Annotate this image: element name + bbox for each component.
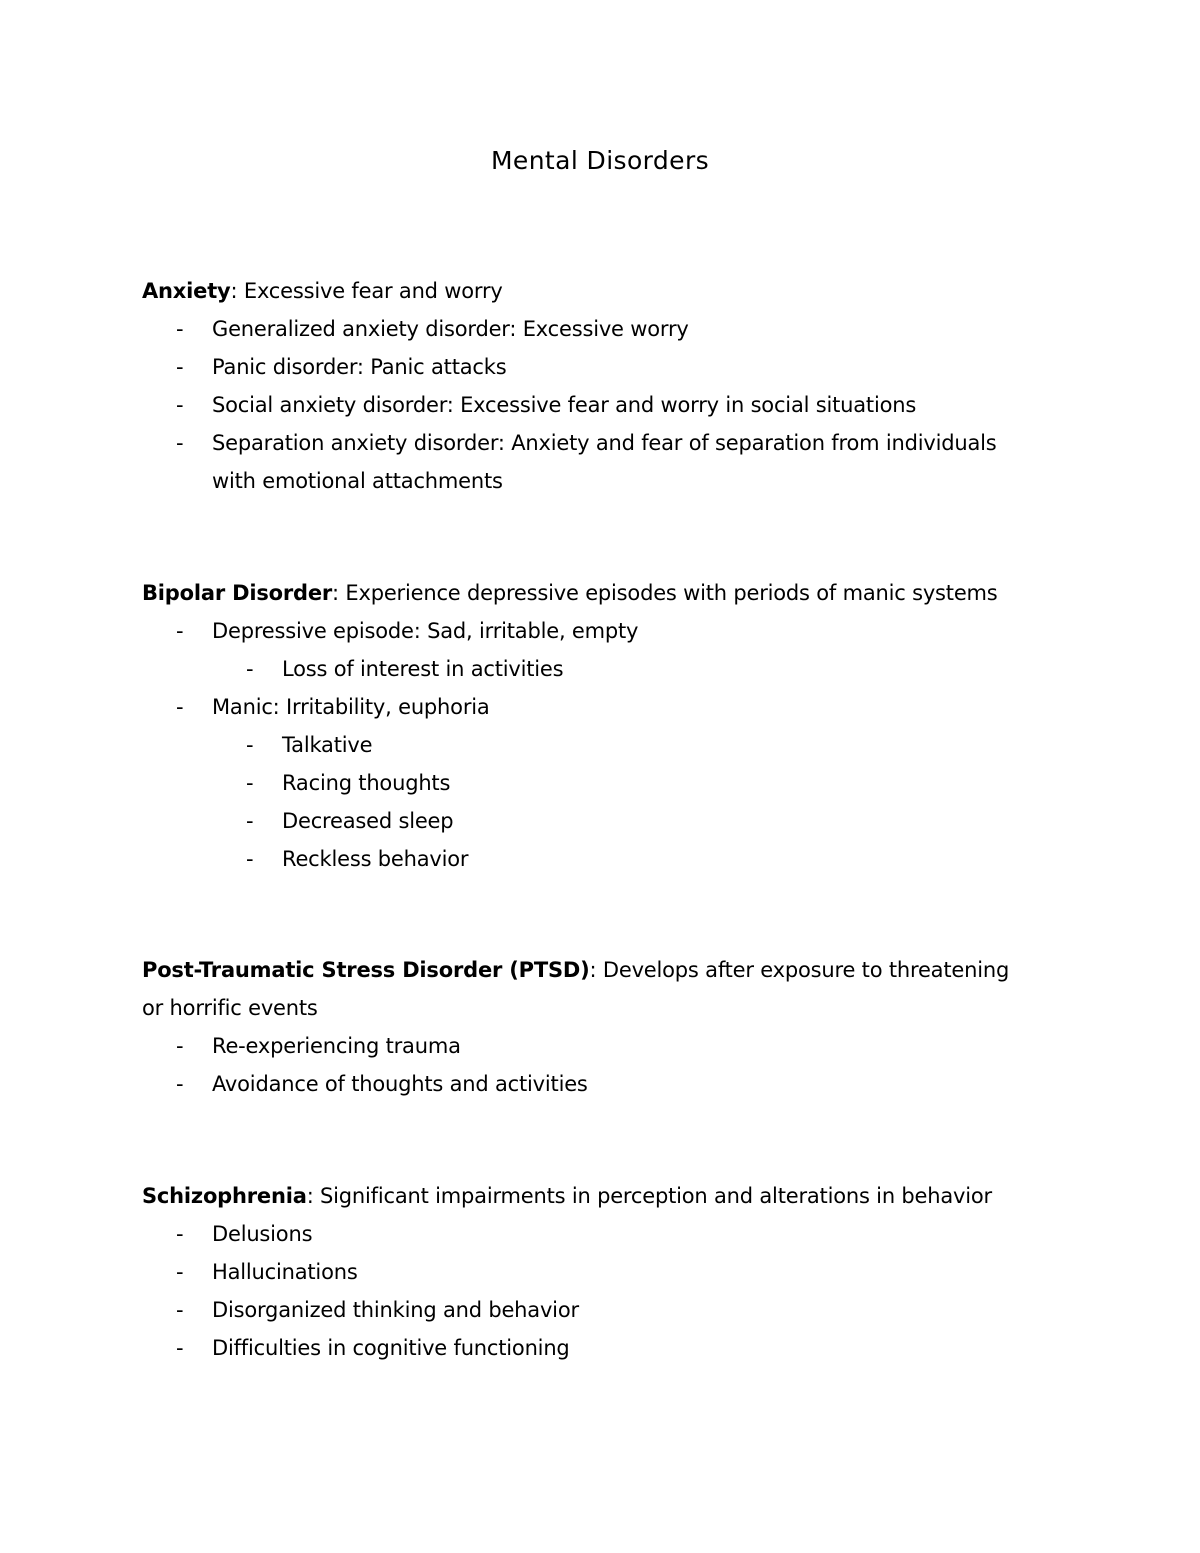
bullet-dash: - bbox=[176, 1260, 184, 1284]
list-item-text: Manic: Irritability, euphoria bbox=[212, 695, 490, 719]
bullet-dash: - bbox=[176, 1034, 184, 1058]
list-item-text: Delusions bbox=[212, 1222, 313, 1246]
section-definition: : Significant impairments in perception and alterations in behavior bbox=[306, 1184, 992, 1208]
section-term: Anxiety bbox=[142, 279, 231, 303]
section-definition-continuation: or horrific events bbox=[142, 996, 318, 1020]
sub-list-item-text: Racing thoughts bbox=[282, 771, 451, 795]
bullet-dash: - bbox=[176, 1222, 184, 1246]
section-ptsd bbox=[142, 951, 1072, 1103]
section-definition: : Develops after exposure to threatening bbox=[589, 958, 1010, 982]
list-item bbox=[142, 688, 1072, 726]
sub-list-item-text: Loss of interest in activities bbox=[282, 657, 564, 681]
list-item bbox=[142, 1065, 1072, 1103]
list-item-text: Hallucinations bbox=[212, 1260, 358, 1284]
list-item bbox=[142, 1253, 1072, 1291]
section-heading bbox=[142, 951, 1072, 989]
list-item bbox=[142, 1329, 1072, 1367]
bullet-dash: - bbox=[246, 847, 254, 871]
section-anxiety bbox=[142, 272, 1072, 500]
sub-list-item bbox=[142, 840, 1072, 878]
sub-list-item-text: Decreased sleep bbox=[282, 809, 454, 833]
section-heading bbox=[142, 574, 1072, 612]
sub-list-item bbox=[142, 650, 1072, 688]
list-item-text: Social anxiety disorder: Excessive fear and worry in social situations bbox=[212, 393, 917, 417]
sub-list-item bbox=[142, 764, 1072, 802]
section-term: Schizophrenia bbox=[142, 1184, 307, 1208]
list-item-text: Separation anxiety disorder: Anxiety and fear of separation from individuals bbox=[212, 431, 997, 455]
bullet-dash: - bbox=[176, 355, 184, 379]
list-item-text: Avoidance of thoughts and activities bbox=[212, 1072, 588, 1096]
bullet-dash: - bbox=[176, 393, 184, 417]
section-schizophrenia bbox=[142, 1177, 1072, 1367]
sub-list-item bbox=[142, 802, 1072, 840]
sub-list-item bbox=[142, 726, 1072, 764]
list-item-text: Disorganized thinking and behavior bbox=[212, 1298, 579, 1322]
bullet-dash: - bbox=[176, 619, 184, 643]
list-item-text: with emotional attachments bbox=[212, 469, 503, 493]
list-item bbox=[142, 386, 1072, 424]
list-item bbox=[142, 424, 1072, 462]
list-item-text: Re-experiencing trauma bbox=[212, 1034, 461, 1058]
section-definition: : Experience depressive episodes with periods of manic systems bbox=[332, 581, 998, 605]
bullet-dash: - bbox=[176, 1072, 184, 1096]
bullet-dash: - bbox=[246, 809, 254, 833]
bullet-dash: - bbox=[176, 431, 184, 455]
section-term: Post-Traumatic Stress Disorder (PTSD) bbox=[142, 958, 590, 982]
bullet-dash: - bbox=[246, 733, 254, 757]
list-item bbox=[142, 612, 1072, 650]
list-item bbox=[142, 1215, 1072, 1253]
page-title: Mental Disorders bbox=[490, 146, 710, 175]
section-heading bbox=[142, 272, 1072, 310]
list-item-text: Generalized anxiety disorder: Excessive worry bbox=[212, 317, 689, 341]
sub-list-item-text: Talkative bbox=[282, 733, 373, 757]
section-definition: : Excessive fear and worry bbox=[230, 279, 503, 303]
bullet-dash: - bbox=[176, 1336, 184, 1360]
list-item-text: Difficulties in cognitive functioning bbox=[212, 1336, 570, 1360]
list-item bbox=[142, 348, 1072, 386]
list-item bbox=[142, 310, 1072, 348]
bullet-dash: - bbox=[176, 1298, 184, 1322]
list-item bbox=[142, 1291, 1072, 1329]
section-term: Bipolar Disorder bbox=[142, 581, 333, 605]
list-item bbox=[142, 1027, 1072, 1065]
list-item-continuation bbox=[142, 462, 1072, 500]
bullet-dash: - bbox=[246, 771, 254, 795]
section-heading bbox=[142, 1177, 1072, 1215]
bullet-dash: - bbox=[176, 317, 184, 341]
sub-list-item-text: Reckless behavior bbox=[282, 847, 469, 871]
bullet-dash: - bbox=[176, 695, 184, 719]
list-item-text: Panic disorder: Panic attacks bbox=[212, 355, 507, 379]
list-item-text: Depressive episode: Sad, irritable, empty bbox=[212, 619, 639, 643]
section-bipolar bbox=[142, 574, 1072, 878]
bullet-dash: - bbox=[246, 657, 254, 681]
